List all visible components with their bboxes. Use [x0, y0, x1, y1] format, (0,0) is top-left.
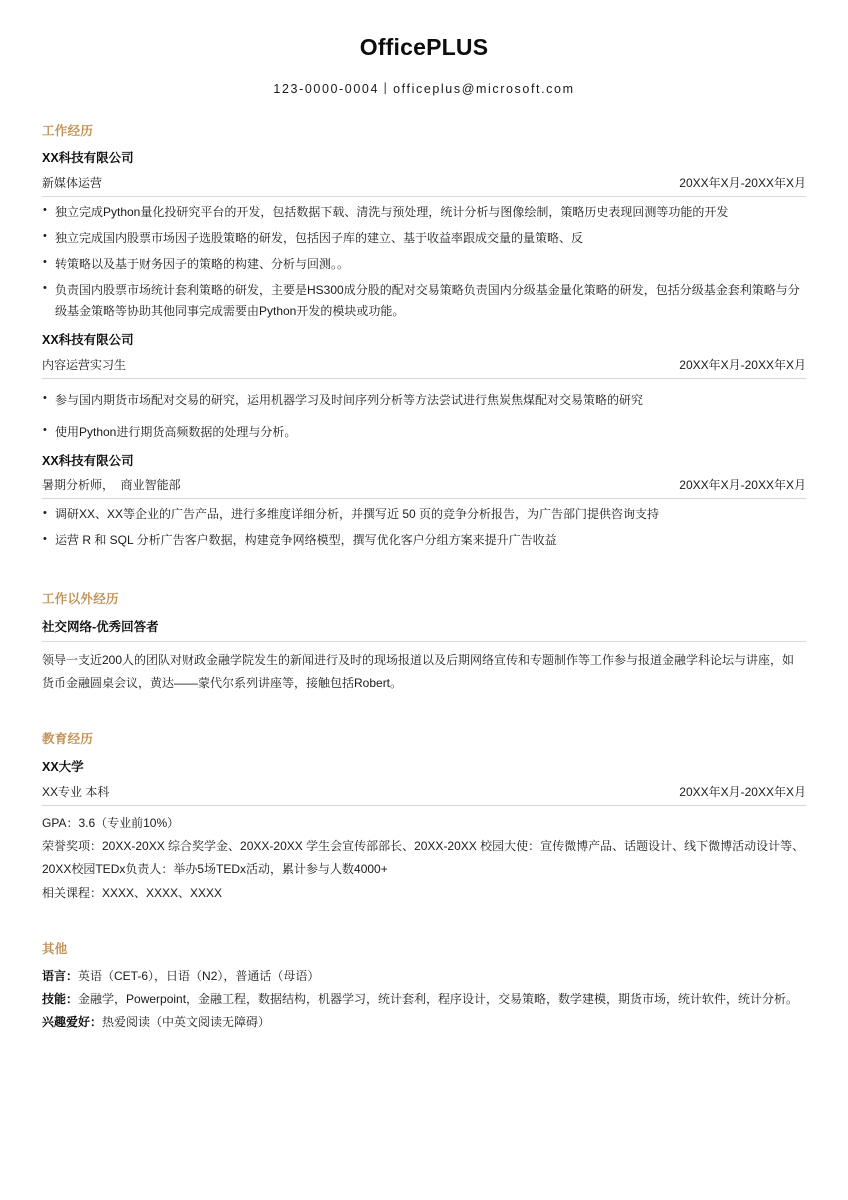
- education-entry-school: XX大学: [42, 759, 84, 774]
- contact-line: 123-0000-0004丨officeplus@microsoft.com: [273, 81, 575, 96]
- bullet-item: • 参与国内期货市场配对交易的研究，运用机器学习及时间序列分析等方法尝试进行焦炭焦煤配对交易策略的研究: [42, 390, 806, 411]
- candidate-name: OfficePLUS: [359, 34, 489, 60]
- work-entry-meta: [42, 353, 806, 379]
- work-entry-role: 内容运营实习生: [42, 357, 127, 372]
- work-entry-role: 暑期分析师， 商业智能部: [42, 478, 181, 493]
- other-item-value: 金融学，Powerpoint，金融工程，数据结构，机器学习，统计套利，程序设计，交易策略，数学建模，期货市场，统计软件，统计分析。: [78, 992, 799, 1007]
- section-title-other: 其他: [42, 942, 68, 957]
- education-entry: [42, 758, 806, 905]
- section-title-extracurricular: 工作以外经历: [42, 592, 119, 607]
- extracurricular-entry-description: 领导一支近200人的团队对财政金融学院发生的新闻进行及时的现场报道以及后期网络宣传和专题制作等工作参与报道金融学科论坛与讲座，如货币金融圆桌会议，黄达——蒙代尔系列讲座等，接触包括Robert。: [42, 652, 795, 690]
- bullet-item: • 独立完成Python量化投研究平台的开发，包括数据下载、清洗与预处理，统计分析与图像绘制，策略历史表现回测等功能的开发: [42, 202, 806, 223]
- bullet-item: • 调研XX、XX等企业的广告产品，进行多维度详细分析，并撰写近 50 页的竞争分析报告，为广告部门提供咨询支持: [42, 504, 806, 525]
- bullet-item: • 运营 R 和 SQL 分析广告客户数据，构建竞争网络模型，撰写优化客户分组方案来提升广告收益: [42, 530, 806, 551]
- work-entry-company: XX科技有限公司: [42, 332, 134, 347]
- work-entry-company: XX科技有限公司: [42, 453, 134, 468]
- work-entry: [42, 331, 806, 443]
- extracurricular-entry: [42, 618, 806, 696]
- resume-header: [42, 0, 806, 97]
- education-courses: 相关课程：XXXX、XXXX、XXXX: [42, 885, 223, 900]
- work-entry-bullets: [42, 202, 806, 322]
- other-item-value: 热爱阅读（中英文阅读无障碍）: [102, 1015, 271, 1030]
- work-entry-dates: 20XX年X月-20XX年X月: [679, 175, 806, 190]
- education-entry-degree: XX专业 本科: [42, 784, 110, 799]
- work-entry: [42, 149, 806, 322]
- work-entry-role: 新媒体运营: [42, 175, 103, 190]
- section-other: [42, 941, 806, 1035]
- other-item-languages: [42, 965, 806, 988]
- other-item-interests: [42, 1011, 806, 1034]
- work-entry-meta: [42, 171, 806, 197]
- education-gpa: GPA：3.6（专业前10%）: [42, 815, 180, 830]
- work-entry: [42, 452, 806, 552]
- section-title-education: 教育经历: [42, 732, 94, 747]
- other-item-value: 英语（CET-6），日语（N2），普通话（母语）: [78, 968, 320, 983]
- bullet-item: • 转策略以及基于财务因子的策略的构建、分析与回测。。: [42, 254, 806, 275]
- education-entry-dates: 20XX年X月-20XX年X月: [679, 784, 806, 799]
- other-item-label: 兴趣爱好：: [42, 1015, 103, 1030]
- section-extracurricular: [42, 591, 806, 695]
- extracurricular-entry-title: 社交网络-优秀回答者: [42, 618, 806, 642]
- bullet-item: • 独立完成国内股票市场因子选股策略的研发，包括因子库的建立、基于收益率跟成交量的量策略、反: [42, 228, 806, 249]
- work-entry-dates: 20XX年X月-20XX年X月: [679, 478, 806, 493]
- work-entry-bullets: [42, 390, 806, 443]
- work-entry-company: XX科技有限公司: [42, 151, 134, 166]
- work-entry-meta: [42, 473, 806, 499]
- other-item-label: 技能：: [42, 992, 79, 1007]
- other-item-label: 语言：: [42, 968, 79, 983]
- education-honors: 荣誉奖项：20XX-20XX 综合奖学金、20XX-20XX 学生会宣传部部长、20XX-20XX 校园大使：宣传微博产品、话题设计、线下微博活动设计等、20XX校园TEDx负责人：举办5场TEDx活动，累计参与人数4000+: [42, 839, 805, 877]
- work-entry-dates: 20XX年X月-20XX年X月: [679, 357, 806, 372]
- section-work-experience: [42, 123, 806, 552]
- section-education: [42, 731, 806, 905]
- other-entries: [42, 965, 806, 1035]
- section-title-work: 工作经历: [42, 123, 94, 138]
- work-entry-bullets: [42, 504, 806, 551]
- education-entry-meta: [42, 780, 806, 806]
- bullet-item: • 使用Python进行期货高频数据的处理与分析。: [42, 422, 806, 443]
- bullet-item: • 负责国内股票市场统计套利策略的研发，主要是HS300成分股的配对交易策略负责国内分级基金量化策略的研发，包括分级基金套利策略与分级基金策略等协助其他同事完成需要由Python开发的模块或功能。: [42, 280, 806, 322]
- other-item-skills: [42, 988, 806, 1011]
